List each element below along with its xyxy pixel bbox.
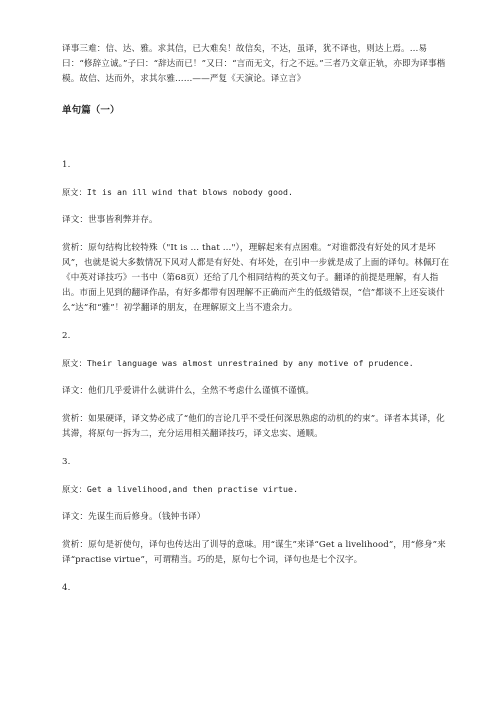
original-text: 原文：Get a livelihood,and then practise virtue. [62, 484, 299, 494]
original-text: 原文：Their language was almost unrestrained by any motive of prudence. [62, 358, 414, 368]
intro-paragraph: 译事三难：信、达、雅。求其信，已大难矣！故信矣，不达，虽译，犹不译也，则达上焉。…易曰：“修辞立诚。”子曰：“辞达而已！”又曰：“言而无文，行之不远。”三者乃文章正轨，亦即为译事楷模。故信、达而外，求其尔雅……——严复《天演论。译立言》 [62, 44, 446, 84]
section-title: 单句篇（一） [62, 105, 120, 116]
item-number: 3. [62, 457, 71, 467]
item-number: 2. [62, 331, 71, 341]
analysis-text: 赏析：如果硬译，译文势必成了“他们的言论几乎不受任何深思熟虑的动机的约束”。译者本其译，化其滞，将原句一拆为二，充分运用相关翻译技巧，译文忠实、通顺。 [62, 414, 445, 439]
original-text: 原文：It is an ill wind that blows nobody good. [62, 187, 294, 197]
translation-text: 译文：他们几乎爱讲什么就讲什么，全然不考虑什么谨慎不谨慎。 [62, 386, 315, 396]
analysis-text: 赏析：原句是祈使句，译句也传达出了训导的意味。用“谋生”来译“Get a livelihood”，用“修身”来译“practise virtue”，可谓精当。巧的是，原句七个词，译句也是七个汉字。 [62, 540, 446, 565]
translation-text: 译文：世事皆利弊并存。 [62, 215, 158, 225]
item-number: 1. [62, 160, 71, 170]
analysis-text: 赏析：原句结构比较特殊（"It is … that …"），理解起来有点困难。“对谁都没有好处的风才是坏风”，也就是说大多数情况下风对人都是有好处、有坏处，在引申一步就是成了上面的译句。林佩玎在《中英对译技巧》一书中（第68页）还给了几个相同结构的英文句子。翻译的前提是理解，有人指出。市面上见到的翻译作品，有好多都带有因理解不正确而产生的低级错误，“信”都谈不上还妄谈什么“达”和“雅”！初学翻译的朋友，在理解原文上当不遗余力。 [62, 243, 450, 313]
item-number: 4. [62, 583, 71, 593]
translation-text: 译文：先谋生而后修身。（钱钟书译） [62, 512, 206, 522]
